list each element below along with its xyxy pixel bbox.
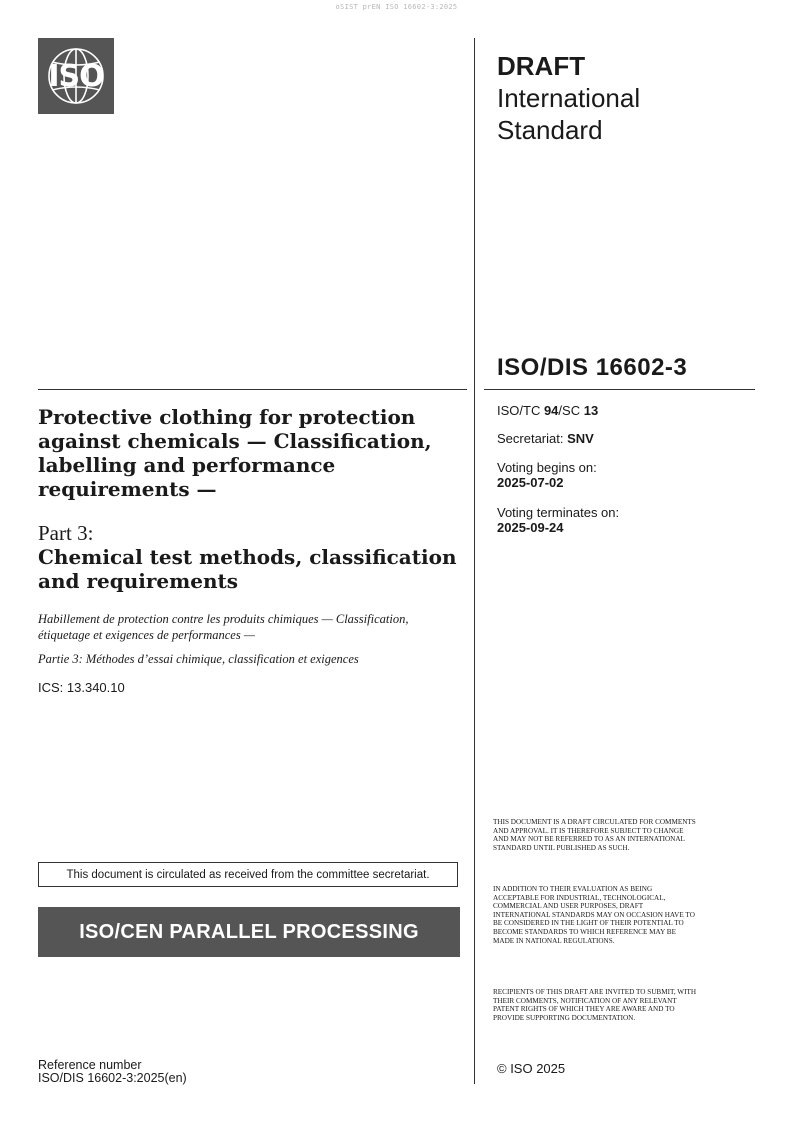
standard-label: Standard <box>497 115 603 145</box>
document-title: Protective clothing for protection against chemicals — Classification, labelling and performance requirements — <box>38 405 432 501</box>
sc-prefix: /SC <box>558 403 584 418</box>
part-label: Part 3: <box>38 521 94 545</box>
secretariat-label: Secretariat: <box>497 431 568 446</box>
reference-label: Reference number <box>38 1058 142 1072</box>
draft-label: DRAFT <box>497 51 586 81</box>
tc-number: 94 <box>543 403 559 418</box>
parallel-processing-banner: ISO/CEN PARALLEL PROCESSING <box>38 907 460 957</box>
logo-text: ISO <box>48 58 104 94</box>
voting-begins-date: 2025-07-02 <box>497 475 564 490</box>
horizontal-divider-right <box>484 389 755 390</box>
reference-value: ISO/DIS 16602-3:2025(en) <box>38 1071 187 1085</box>
draft-heading <box>497 50 747 146</box>
french-part-title: Partie 3: Méthodes d’essai chimique, classification et exigences <box>38 652 359 666</box>
disclaimer-paragraph-1: THIS DOCUMENT IS A DRAFT CIRCULATED FOR COMMENTS AND APPROVAL. IT IS THEREFORE SUBJECT TO CHANGE AND MAY NOT BE REFERRED TO AS AN INTERNATIONAL STANDARD UNTIL PUBLISHED AS SUCH. <box>493 818 696 852</box>
disclaimer-paragraph-2: IN ADDITION TO THEIR EVALUATION AS BEING ACCEPTABLE FOR INDUSTRIAL, TECHNOLOGICAL, COMMERCIAL AND USER PURPOSES, DRAFT INTERNATIONAL STANDARDS MAY ON OCCASION HAVE TO BE CONSIDERED IN THE LIGHT OF THEIR POTENTIAL TO BECOME STANDARDS TO WHICH REFERENCE MAY BE MADE IN NATIONAL REGULATIONS. <box>493 885 695 945</box>
sc-number: 13 <box>583 403 599 418</box>
voting-begins-label: Voting begins on: <box>497 460 597 475</box>
watermark: oSIST prEN ISO 16602-3:2025 <box>335 3 458 11</box>
french-title: Habillement de protection contre les produits chimiques — Classification, étiquetage et exigences de performances — <box>38 612 409 642</box>
reference-number <box>38 1059 187 1085</box>
voting-terminates-label: Voting terminates on: <box>497 505 620 520</box>
secretariat-info <box>497 431 594 446</box>
tc-prefix: ISO/TC <box>497 403 544 418</box>
voting-begins <box>497 460 597 490</box>
circulated-notice: This document is circulated as received from the committee secretariat. <box>38 862 458 887</box>
voting-terminates-date: 2025-09-24 <box>497 520 564 535</box>
disclaimer-paragraph-3: RECIPIENTS OF THIS DRAFT ARE INVITED TO SUBMIT, WITH THEIR COMMENTS, NOTIFICATION OF ANY RELEVANT PATENT RIGHTS OF WHICH THEY ARE AWARE AND TO PROVIDE SUPPORTING DOCUMENTATION. <box>493 988 697 1022</box>
ics-code: ICS: 13.340.10 <box>38 680 125 695</box>
horizontal-divider-left <box>38 389 467 390</box>
vertical-divider <box>474 38 475 1084</box>
iso-logo <box>38 38 114 114</box>
secretariat-value: SNV <box>567 431 594 446</box>
copyright: © ISO 2025 <box>497 1061 566 1076</box>
international-label: International <box>497 83 641 113</box>
committee-info <box>497 403 598 418</box>
standard-number: ISO/DIS 16602-3 <box>497 354 688 381</box>
part-title: Chemical test methods, classification and requirements <box>38 545 457 593</box>
voting-terminates <box>497 505 619 535</box>
